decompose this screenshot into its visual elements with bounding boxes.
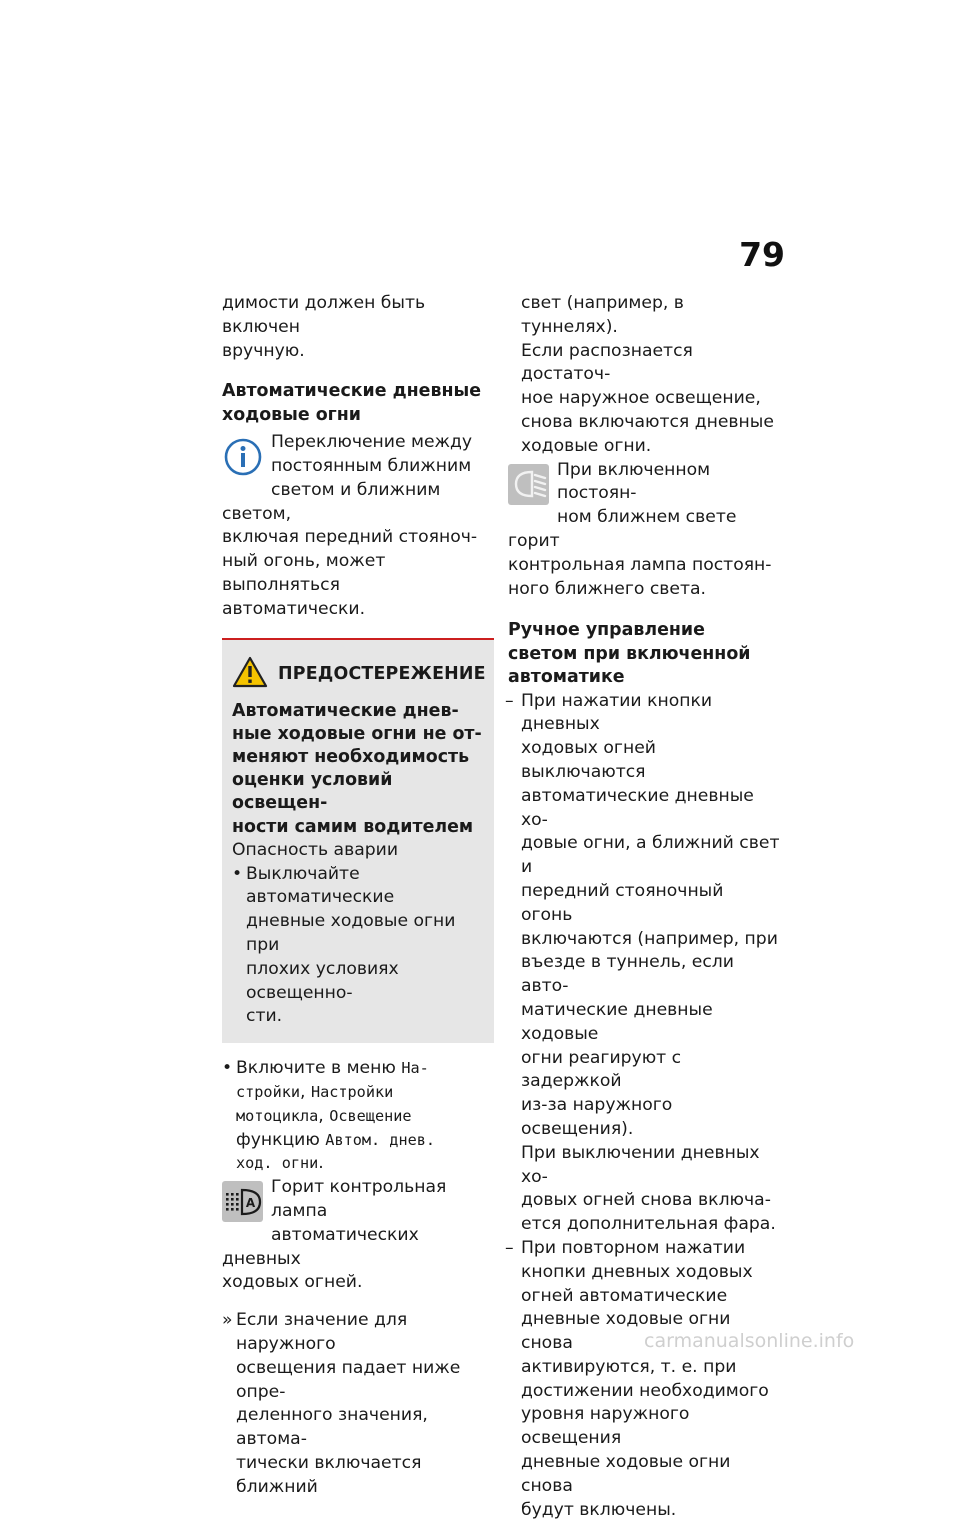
text-line: деленного значения, автома- (236, 1405, 428, 1450)
heading-line: Автоматические дневные (222, 381, 481, 402)
text-line: матические дневные ходовые (521, 999, 713, 1044)
heading-line: меняют необходимость (232, 746, 470, 767)
result-paragraph (222, 1309, 494, 1499)
low-beam-indicator-icon (508, 464, 549, 505)
text-line: дневные ходовые огни снова (521, 1309, 731, 1354)
text-line: сти. (246, 1006, 283, 1027)
menu-item-settings: На- (401, 1059, 429, 1078)
step-bullet: • (222, 1058, 233, 1079)
text-line: будут включены. (521, 1499, 677, 1520)
list-item (505, 690, 780, 1237)
text-line: из-за наружного освещения). (521, 1095, 673, 1139)
low-beam-lamp-note (508, 459, 780, 602)
text-line: вручную. (222, 340, 305, 361)
warning-bullet (232, 863, 482, 1030)
text-line: огни реагируют с задержкой (521, 1047, 682, 1092)
separator: , (318, 1105, 330, 1126)
result-continuation (508, 292, 780, 459)
text-line: огней автоматические (521, 1285, 728, 1306)
heading-line: светом при включенной (508, 643, 751, 664)
result-mark: » (222, 1310, 233, 1331)
heading-line: ходовые огни (222, 404, 361, 425)
heading-line: автоматике (508, 667, 625, 688)
text-line: ное наружное освещение, (521, 388, 761, 409)
text-line: ходовых огней выключаются (521, 738, 656, 782)
warning-heading (232, 700, 482, 839)
svg-text:A: A (245, 1195, 255, 1210)
info-icon (222, 436, 263, 477)
text-line: освещения падает ниже опре- (236, 1357, 461, 1402)
separator: . (318, 1153, 324, 1174)
menu-item-auto-drl: Автом. днев. (325, 1130, 436, 1149)
dash-mark: – (505, 1237, 514, 1258)
heading-line: ные ходовые огни не от- (232, 723, 482, 744)
text-line: плохих условиях освещенно- (246, 958, 399, 1003)
heading-line: Автоматические днев- (232, 700, 459, 721)
text-line: снова включаются дневные (521, 411, 774, 432)
text-line: При включенном постоян- (557, 459, 711, 504)
text-line: уровня наружного освещения (521, 1404, 690, 1449)
text-line: включаются (например, при (521, 928, 778, 949)
page-number: 79 (739, 235, 785, 274)
warning-box (222, 638, 494, 1044)
heading-line: Ручное управление (508, 620, 705, 641)
text-line: При выключении дневных хо- (521, 1142, 760, 1187)
warning-danger: Опасность аварии (232, 839, 399, 860)
text-line: дневные ходовые огни при (246, 911, 456, 955)
text-line: При повторном нажатии (521, 1237, 746, 1258)
dash-mark: – (505, 690, 514, 711)
text-line: димости должен быть включен (222, 293, 426, 337)
text-line: Горит контрольная лампа (271, 1177, 447, 1221)
watermark[interactable]: carmanualsonline.info (644, 1330, 855, 1352)
text-line: дневные ходовые огни снова (521, 1452, 731, 1496)
text-line: автоматических дневных (222, 1224, 419, 1269)
menu-item-lighting: Освещение (329, 1106, 412, 1125)
section-heading-auto-drl (222, 380, 494, 427)
separator: , (300, 1081, 311, 1102)
text-line: свет (например, в туннелях). (521, 293, 684, 337)
text-line: довые огни, а ближний свет и (521, 833, 780, 878)
step-instruction (222, 1057, 494, 1176)
text-line: кнопки дневных ходовых (521, 1261, 753, 1282)
text-line: ном ближнем свете горит (508, 507, 737, 551)
warning-label: ПРЕДОСТЕРЕЖЕНИЕ (278, 663, 486, 684)
text-line: достижении необходимого (521, 1380, 769, 1401)
text-line: передний стояночный огонь (521, 880, 724, 925)
auto-drl-indicator-icon (222, 1181, 263, 1222)
text-line: ходовые огни. (521, 435, 652, 456)
menu-item-settings-cont: стройки (236, 1082, 301, 1101)
text-line: Если значение для наружного (236, 1310, 408, 1354)
text-line: ный огонь, может выполняться (222, 551, 386, 595)
text-line: постоянным ближним (271, 456, 472, 476)
heading-line: ности самим водителем (232, 816, 474, 837)
text-line: автоматически. (222, 598, 366, 619)
step-text: функцию (236, 1129, 326, 1150)
text-line: Если распознается достаточ- (521, 340, 693, 385)
bullet-mark: • (232, 863, 243, 884)
text-line: светом и ближним светом, (222, 479, 441, 524)
menu-item-motorcycle: мотоцикла (236, 1106, 319, 1125)
text-line: ходовых огней. (222, 1272, 363, 1293)
auto-drl-lamp-note (222, 1176, 494, 1295)
warning-triangle-icon (232, 656, 268, 692)
text-line: При нажатии кнопки дневных (521, 690, 712, 735)
text-line: контрольная лампа постоян- (508, 554, 772, 575)
text-line: включая передний стояноч- (222, 527, 478, 548)
list-item (505, 1237, 780, 1522)
heading-line: оценки условий освещен- (232, 770, 393, 814)
intro-paragraph (222, 292, 494, 363)
menu-item-settings-2: Настройки (310, 1082, 394, 1101)
info-note (222, 431, 494, 621)
manual-control-list (505, 690, 780, 1522)
text-line: активируются, т. е. при (521, 1356, 737, 1377)
text-line: Выключайте автоматические (246, 863, 395, 908)
step-text: Включите в меню (236, 1058, 402, 1079)
text-line: автоматические дневные хо- (521, 785, 754, 830)
text-line: ного ближнего света. (508, 578, 706, 599)
text-line: въезде в туннель, если авто- (521, 952, 734, 997)
text-line: довых огней снова включа- (521, 1190, 771, 1211)
text-line: тически включается ближний (236, 1452, 422, 1497)
menu-item-auto-drl-cont: ход. огни (236, 1154, 319, 1173)
section-heading-manual (508, 619, 780, 689)
text-line: Переключение между (271, 432, 473, 453)
warning-title (232, 656, 486, 692)
left-column (222, 292, 494, 1500)
text-line: ется дополнительная фара. (521, 1214, 776, 1235)
